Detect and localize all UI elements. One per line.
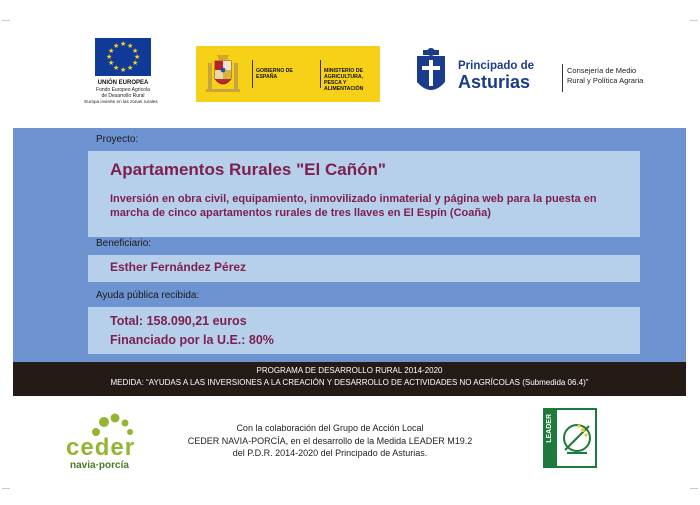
ayuda-label: Ayuda pública recibida: — [96, 290, 200, 301]
eu-tagline: Europa invierte en las zonas rurales — [84, 99, 158, 104]
asturias-logo — [414, 48, 644, 98]
ceder-logo — [66, 412, 162, 472]
beneficiario-label: Beneficiario: — [96, 238, 152, 249]
gobierno-logo — [196, 46, 380, 102]
eu-title: UNIÓN EUROPEA — [97, 80, 149, 86]
divider — [562, 64, 563, 92]
asturias-text: Asturias — [458, 72, 531, 92]
ayuda-box — [88, 307, 640, 354]
spain-coat-of-arms-icon — [206, 53, 240, 95]
ayuda-financiado: Financiado por la U.E.: 80% — [110, 333, 274, 347]
proyecto-description: Inversión en obra civil, equipamiento, inmovilizado inmaterial y página web para la puesta en marcha de cinco apartamentos rurales de tres llaves en El Espín (Coaña) — [110, 193, 597, 219]
leader-text: LEADER — [546, 414, 553, 443]
principado-text: Principado de — [458, 60, 535, 72]
ministerio-text: MINISTERIO DE AGRICULTURA, PESCA Y ALIMENTACIÓN — [324, 68, 364, 92]
crop-mark — [2, 488, 10, 489]
collaboration-line-2: CEDER NAVIA-PORCÍA, en el desarrollo de la Medida LEADER M19.2 — [187, 435, 473, 446]
leader-emblem-icon — [559, 416, 595, 462]
collaboration-line-1: Con la colaboración del Grupo de Acción Local — [236, 423, 424, 433]
ceder-wordmark: ceder — [66, 434, 136, 461]
eu-logo — [82, 38, 164, 105]
asturias-cross-icon — [414, 48, 448, 98]
eu-subtitle-2: de Desarrollo Rural — [101, 93, 145, 99]
crop-mark — [2, 20, 10, 21]
eu-subtitle-1: Fondo Europeo Agrícola — [96, 87, 150, 93]
proyecto-title: Apartamentos Rurales "El Cañón" — [110, 160, 386, 179]
crop-mark — [690, 20, 698, 21]
medida-text: MEDIDA: “AYUDAS A LAS INVERSIONES A LA CREACIÓN Y DESARROLLO DE ACTIVIDADES NO AGRÍCOLAS (Submedida 06.4)” — [110, 378, 589, 387]
divider — [320, 60, 321, 88]
collaboration-line-3: del P.D.R. 2014-2020 del Principado de Asturias. — [232, 448, 428, 458]
crop-mark — [690, 488, 698, 489]
divider — [252, 60, 253, 88]
consejeria-text: Consejería de Medio Rural y Política Agraria — [567, 66, 644, 85]
programa-title: PROGRAMA DE DESARROLLO RURAL 2014-2020 — [256, 366, 443, 375]
proyecto-box — [88, 151, 640, 237]
gobierno-text: GOBIERNO DE ESPAÑA — [256, 68, 293, 80]
collaboration-text — [180, 422, 480, 460]
programa-band — [13, 362, 686, 396]
proyecto-label: Proyecto: — [96, 134, 139, 145]
leader-logo — [543, 408, 597, 468]
beneficiario-box — [88, 255, 640, 282]
beneficiario-name: Esther Fernández Pérez — [110, 260, 247, 274]
ceder-subtitle: navia·porcía — [70, 460, 129, 471]
leader-side-bar — [545, 410, 557, 466]
ayuda-total: Total: 158.090,21 euros — [110, 314, 247, 328]
eu-flag-icon: ★ ★ ★ ★ ★ ★ ★ ★ ★ ★ ★ ★ — [95, 38, 151, 76]
info-panel — [13, 128, 686, 362]
